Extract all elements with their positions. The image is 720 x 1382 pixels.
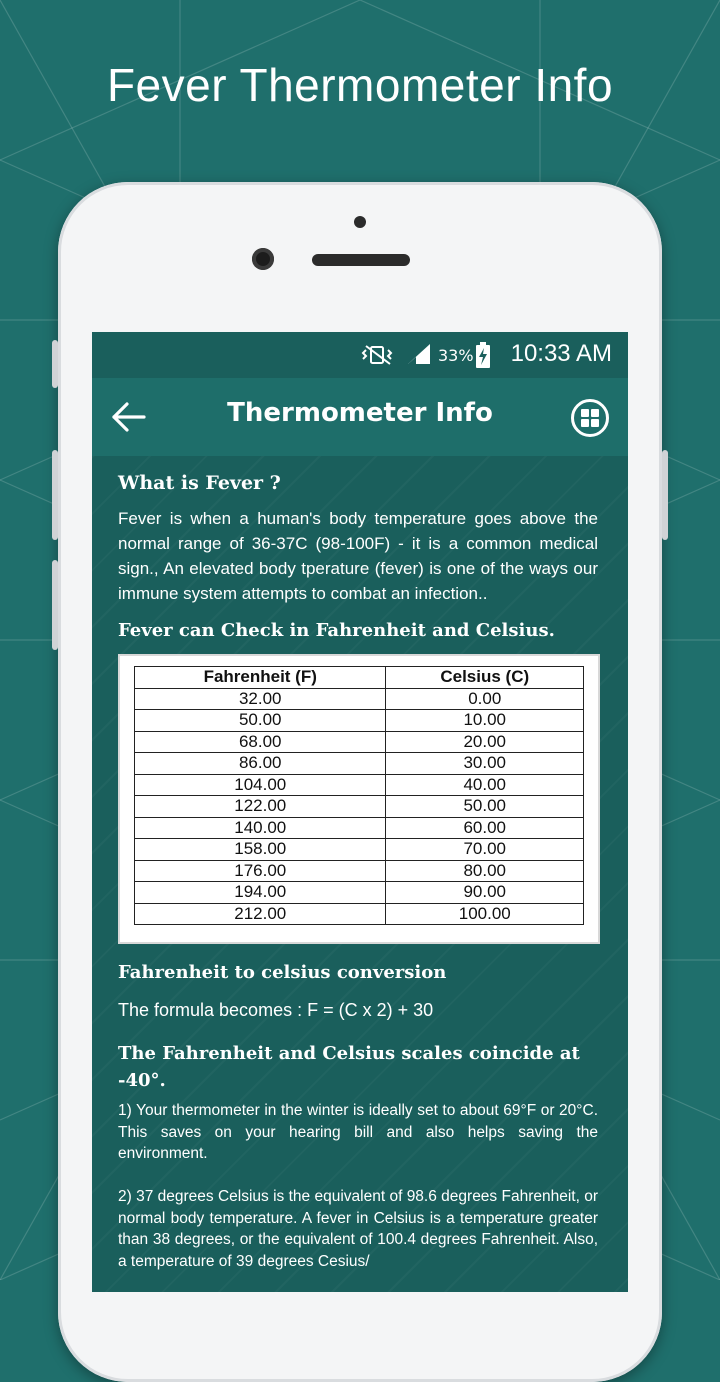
cell-celsius: 40.00 — [386, 774, 584, 796]
header-celsius: Celsius (C) — [386, 667, 584, 689]
what-is-fever-body: Fever is when a human's body temperature goes above the normal range of 36-37C (98-100F) - it is a common medical sign., An elevated body tperature (fever) is one of the ways our immune system attempts to combat an infection.. — [118, 509, 598, 603]
battery-percent: 33% — [438, 346, 474, 365]
coincide-paragraph-1: 1) Your thermometer in the winter is ideally set to about 69°F or 20°C. This saves on your hearing bill and also helps saving the environment. — [118, 1102, 598, 1162]
cell-fahrenheit: 140.00 — [135, 817, 386, 839]
table-row — [135, 731, 584, 753]
table-row — [135, 839, 584, 861]
cell-celsius: 0.00 — [386, 688, 584, 710]
app-bar — [92, 378, 628, 456]
table-body — [135, 688, 584, 925]
phone-side-button-left-3 — [52, 560, 58, 650]
table-row — [135, 774, 584, 796]
table-row — [135, 796, 584, 818]
section-heading-conversion: Fahrenheit to celsius conversion — [118, 962, 447, 983]
front-camera — [252, 248, 274, 270]
cell-fahrenheit: 176.00 — [135, 860, 386, 882]
conversion-formula: The formula becomes : F = (C x 2) + 30 — [118, 1000, 434, 1020]
cell-celsius: 60.00 — [386, 817, 584, 839]
cell-celsius: 70.00 — [386, 839, 584, 861]
table-row — [135, 753, 584, 775]
promo-title: Fever Thermometer Info — [106, 59, 614, 111]
table-header-row — [135, 667, 584, 689]
cell-celsius: 100.00 — [386, 903, 584, 925]
signal-icon — [406, 342, 432, 366]
cell-fahrenheit: 194.00 — [135, 882, 386, 904]
table-row — [135, 860, 584, 882]
status-time: 10:33 AM — [510, 340, 612, 367]
table-row — [135, 882, 584, 904]
cell-fahrenheit: 212.00 — [135, 903, 386, 925]
table-row — [135, 688, 584, 710]
grid-menu-icon[interactable] — [570, 398, 610, 438]
section-heading-check: Fever can Check in Fahrenheit and Celsius. — [118, 620, 555, 641]
cell-fahrenheit: 104.00 — [135, 774, 386, 796]
conversion-table-card — [118, 654, 600, 944]
cell-celsius: 80.00 — [386, 860, 584, 882]
cell-fahrenheit: 86.00 — [135, 753, 386, 775]
coincide-paragraph-2: 2) 37 degrees Celsius is the equivalent of 98.6 degrees Fahrenheit, or normal body temperature. A fever in Celsius is a temperature greater than 38 degrees, or the equivalent of 100.4 degrees Fahrenheit. Also, a temperature of 39 degrees Cesius/ — [118, 1188, 598, 1270]
cell-fahrenheit: 32.00 — [135, 688, 386, 710]
section-heading-what-is-fever: What is Fever ? — [118, 472, 281, 494]
section-heading-coincide: The Fahrenheit and Celsius scales coincide at -40°. — [118, 1043, 580, 1091]
battery-icon — [476, 342, 490, 368]
cell-fahrenheit: 158.00 — [135, 839, 386, 861]
cell-celsius: 20.00 — [386, 731, 584, 753]
proximity-sensor — [354, 216, 366, 228]
table-row — [135, 710, 584, 732]
conversion-table — [134, 666, 584, 925]
cell-fahrenheit: 68.00 — [135, 731, 386, 753]
phone-side-button-right — [662, 450, 668, 540]
status-bar — [92, 332, 628, 378]
phone-screen — [92, 332, 628, 1292]
cell-fahrenheit: 122.00 — [135, 796, 386, 818]
cell-celsius: 90.00 — [386, 882, 584, 904]
table-row — [135, 817, 584, 839]
cell-celsius: 10.00 — [386, 710, 584, 732]
cell-celsius: 50.00 — [386, 796, 584, 818]
content-area[interactable] — [92, 456, 628, 1292]
cell-fahrenheit: 50.00 — [135, 710, 386, 732]
table-row — [135, 903, 584, 925]
phone-side-button-left-1 — [52, 340, 58, 388]
phone-side-button-left-2 — [52, 450, 58, 540]
app-title: Thermometer Info — [227, 398, 493, 428]
header-fahrenheit: Fahrenheit (F) — [135, 667, 386, 689]
vibrate-icon — [360, 344, 396, 366]
earpiece-speaker — [312, 254, 410, 266]
cell-celsius: 30.00 — [386, 753, 584, 775]
